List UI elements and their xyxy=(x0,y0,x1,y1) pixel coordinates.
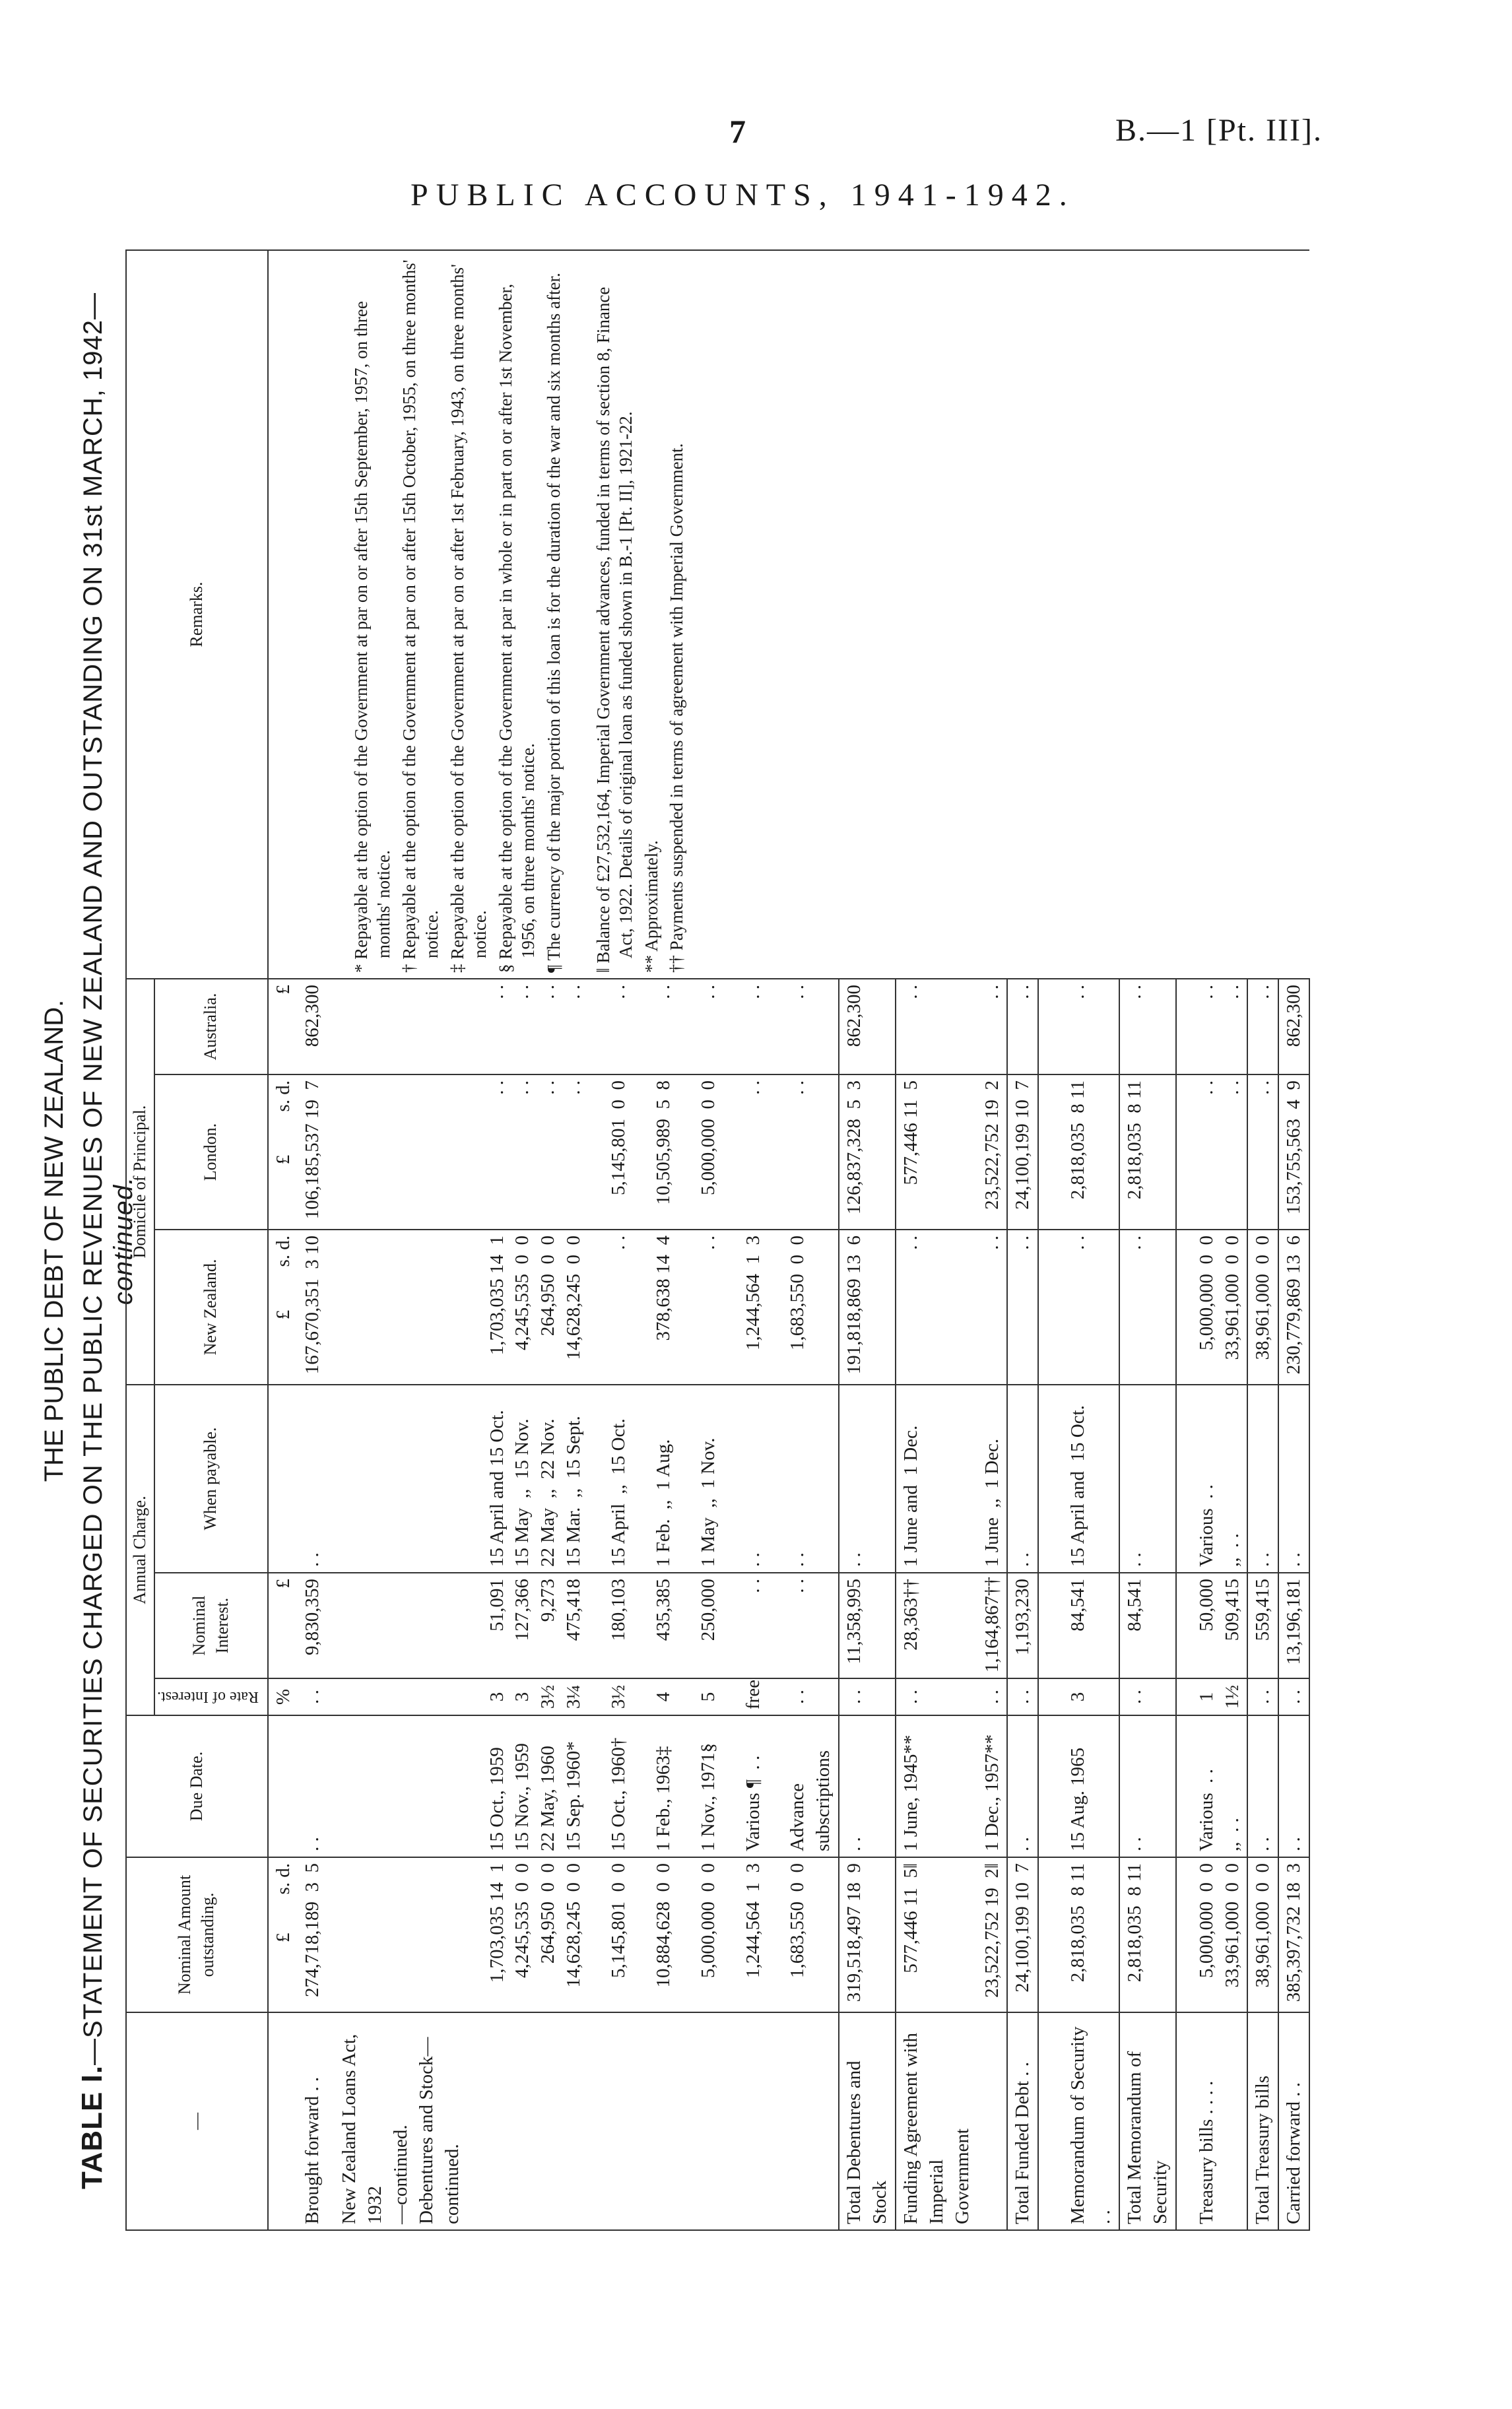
header-description: — xyxy=(126,2012,268,2230)
row-nominal-amount: 577,446 11 5‖ xyxy=(896,1857,977,2012)
row-when-payable: 15 April and 15 Oct. xyxy=(1038,1385,1119,1573)
row-description xyxy=(768,2012,839,2230)
row-new-zealand: . . xyxy=(896,1230,977,1385)
row-london: 24,100,199 10 7 xyxy=(1007,1074,1038,1230)
row-london: 2,818,035 8 11 xyxy=(1038,1074,1119,1230)
row-new-zealand: 1,703,035 14 1 4,245,535 0 0 264,950 0 0 14,628,245 0 0 xyxy=(467,1230,589,1385)
row-when-payable: . . xyxy=(1247,1385,1278,1573)
row-nominal-amount: 1,703,035 14 1 4,245,535 0 0 264,950 0 0 14,628,245 0 0 xyxy=(467,1857,589,2012)
row-new-zealand: 1,683,550 0 0 xyxy=(768,1230,839,1385)
row-due-date: . . xyxy=(1278,1715,1309,1857)
row-rate xyxy=(327,1678,467,1715)
row-when-payable: . . xyxy=(1007,1385,1038,1573)
row-nominal-amount: 1,244,564 1 3 xyxy=(723,1857,768,2012)
row-description: Brought forward . . xyxy=(298,2012,327,2230)
header-london: London. xyxy=(154,1074,268,1230)
row-when-payable: . . xyxy=(839,1385,896,1573)
row-new-zealand: 38,961,000 0 0 xyxy=(1247,1230,1278,1385)
row-due-date: 15 Aug. 1965 xyxy=(1038,1715,1119,1857)
row-nominal-interest: 180,103 xyxy=(589,1573,634,1678)
row-description: Funding Agreement with Imperial Government xyxy=(896,2012,977,2230)
remark-note: ‖ Balance of £27,532,164, Imperial Government advances, funded in terms of section 8, Finance Act, 1922. Details of original loan as funded shown in B.-1 [Pt. II], 1921-22. xyxy=(593,286,636,973)
units-nz: £ s. d. xyxy=(268,1230,298,1385)
header-row-1 xyxy=(126,250,154,2230)
row-london: 5,000,000 0 0 xyxy=(678,1074,723,1230)
row-description: Treasury bills . . . . xyxy=(1176,2012,1248,2230)
row-description: Memorandum of Security . . xyxy=(1038,2012,1119,2230)
table-caption-main: —STATEMENT OF SECURITIES CHARGED ON THE PUBLIC REVENUES OF NEW ZEALAND AND OUTSTANDING ON 31st MARCH, 1942— xyxy=(79,292,108,2065)
row-description xyxy=(467,2012,589,2230)
row-new-zealand: . . xyxy=(1119,1230,1176,1385)
row-when-payable: 15 April ,, 15 Oct. xyxy=(589,1385,634,1573)
row-nominal-interest: 435,385 xyxy=(634,1573,678,1678)
row-description xyxy=(634,2012,678,2230)
table-caption-top: THE PUBLIC DEBT OF NEW ZEALAND. xyxy=(40,999,69,1482)
row-london: . . . . . . . . xyxy=(467,1074,589,1230)
row-london: . . . . xyxy=(1176,1074,1248,1230)
row-when-payable: . . xyxy=(1278,1385,1309,1573)
row-nominal-amount: 319,518,497 18 9 xyxy=(839,1857,896,2012)
row-london: . . xyxy=(768,1074,839,1230)
row-when-payable: . . xyxy=(768,1385,839,1573)
units-due xyxy=(268,1715,298,1857)
row-when-payable: 1 May ,, 1 Nov. xyxy=(678,1385,723,1573)
row-new-zealand: 191,818,869 13 6 xyxy=(839,1230,896,1385)
header-australia: Australia. xyxy=(154,979,268,1074)
units-nominal: £ s. d. xyxy=(268,1857,298,2012)
row-nominal-amount: 24,100,199 10 7 xyxy=(1007,1857,1038,2012)
header-due-date: Due Date. xyxy=(126,1715,268,1857)
table-caption-continued: continued. xyxy=(109,1176,138,1305)
row-rate: free xyxy=(723,1678,768,1715)
row-australia: . . xyxy=(1038,979,1119,1074)
row-due-date: 15 Oct., 1959 15 Nov., 1959 22 May, 1960 15 Sep. 1960* xyxy=(467,1715,589,1857)
row-london: 106,185,537 19 7 xyxy=(298,1074,327,1230)
row-description: Total Debentures and Stock xyxy=(839,2012,896,2230)
row-london: . . xyxy=(723,1074,768,1230)
header-nominal-interest: Nominal Interest. xyxy=(154,1573,268,1678)
remarks-spacer xyxy=(271,256,350,973)
row-nominal-interest: . . xyxy=(723,1573,768,1678)
row-due-date: Advance subscriptions xyxy=(768,1715,839,1857)
row-london: . . xyxy=(1247,1074,1278,1230)
row-due-date xyxy=(327,1715,467,1857)
remarks-column xyxy=(268,250,1310,979)
row-australia: . . xyxy=(896,979,977,1074)
row-due-date: 15 Oct., 1960† xyxy=(589,1715,634,1857)
row-rate: . . xyxy=(1278,1678,1309,1715)
header-remarks: Remarks. xyxy=(126,250,268,979)
row-nominal-amount: 2,818,035 8 11 xyxy=(1119,1857,1176,2012)
row-australia: . . xyxy=(634,979,678,1074)
row-when-payable: . . xyxy=(1119,1385,1176,1573)
row-nominal-amount: 5,000,000 0 0 xyxy=(678,1857,723,2012)
row-rate: . . xyxy=(1119,1678,1176,1715)
row-australia: 862,300 xyxy=(298,979,327,1074)
table-caption-label: TABLE I. xyxy=(76,2064,108,2189)
units-rate: % xyxy=(268,1678,298,1715)
row-rate: . . xyxy=(1007,1678,1038,1715)
row-nominal-amount: 274,718,189 3 5 xyxy=(298,1857,327,2012)
row-new-zealand: 5,000,000 0 0 33,961,000 0 0 xyxy=(1176,1230,1248,1385)
remark-note: † Repayable at the option of the Government at par on or after 15th October, 1955, on three months' notice. xyxy=(399,259,442,973)
header-domicile: Domicile of Principal. xyxy=(126,979,154,1385)
row-australia: . . xyxy=(723,979,768,1074)
row-australia: 862,300 xyxy=(1278,979,1309,1074)
row-new-zealand: . . xyxy=(678,1230,723,1385)
row-nominal-interest: 28,363†† xyxy=(896,1573,977,1678)
row-due-date: . . xyxy=(1119,1715,1176,1857)
header-rate-cell xyxy=(154,1678,268,1715)
row-nominal-interest xyxy=(327,1573,467,1678)
remarks-list xyxy=(350,256,688,973)
row-nominal-amount: 23,522,752 19 2‖ xyxy=(977,1857,1008,2012)
row-when-payable: 1 Feb. ,, 1 Aug. xyxy=(634,1385,678,1573)
row-description: Total Funded Debt . . xyxy=(1007,2012,1038,2230)
units-desc xyxy=(268,2012,298,2230)
units-when xyxy=(268,1385,298,1573)
remark-note: § Repayable at the option of the Government at par in whole or in part on or after 1st November, 1956, on three months' notice. xyxy=(495,283,539,973)
row-description: Total Treasury bills xyxy=(1247,2012,1278,2230)
row-when-payable xyxy=(327,1385,467,1573)
row-australia: . . xyxy=(1119,979,1176,1074)
row-due-date: 1 Feb., 1963‡ xyxy=(634,1715,678,1857)
row-nominal-amount: 385,397,732 18 3 xyxy=(1278,1857,1309,2012)
row-london: 2,818,035 8 11 xyxy=(1119,1074,1176,1230)
row-nominal-amount: 38,961,000 0 0 xyxy=(1247,1857,1278,2012)
row-rate: . . xyxy=(768,1678,839,1715)
row-nominal-interest: 84,541 xyxy=(1119,1573,1176,1678)
row-description: Total Memorandum of Security xyxy=(1119,2012,1176,2230)
row-australia: 862,300 xyxy=(839,979,896,1074)
row-nominal-interest: 13,196,181 xyxy=(1278,1573,1309,1678)
row-nominal-interest: . . xyxy=(768,1573,839,1678)
row-new-zealand: . . xyxy=(1007,1230,1038,1385)
row-due-date: 1 Dec., 1957** xyxy=(977,1715,1008,1857)
units-australia: £ xyxy=(268,979,298,1074)
row-rate: 1 1½ xyxy=(1176,1678,1248,1715)
header-rate: Rate of Interest. xyxy=(156,1688,259,1706)
row-when-payable: Various . . ,, . . xyxy=(1176,1385,1248,1573)
row-nominal-interest: 9,830,359 xyxy=(298,1573,327,1678)
row-london: 23,522,752 19 2 xyxy=(977,1074,1008,1230)
row-when-payable: 15 April and 15 Oct. 15 May ,, 15 Nov. 22 May ,, 22 Nov. 15 Mar. ,, 15 Sept. xyxy=(467,1385,589,1573)
row-nominal-amount: 5,145,801 0 0 xyxy=(589,1857,634,2012)
row-due-date: Various . . ,, . . xyxy=(1176,1715,1248,1857)
row-nominal-interest: 50,000 509,415 xyxy=(1176,1573,1248,1678)
row-rate: . . xyxy=(1247,1678,1278,1715)
remark-note: †† Payments suspended in terms of agreement with Imperial Government. xyxy=(667,443,687,973)
row-new-zealand: 230,779,869 13 6 xyxy=(1278,1230,1309,1385)
row-nominal-interest: 559,415 xyxy=(1247,1573,1278,1678)
row-rate: . . xyxy=(977,1678,1008,1715)
rotated-table-page xyxy=(40,251,1465,2231)
row-london: 153,755,563 4 9 xyxy=(1278,1074,1309,1230)
row-rate: . . xyxy=(298,1678,327,1715)
row-australia: . . . . . . . . xyxy=(467,979,589,1074)
units-interest: £ xyxy=(268,1573,298,1678)
row-when-payable: 1 June ,, 1 Dec. xyxy=(977,1385,1008,1573)
row-when-payable: . . xyxy=(298,1385,327,1573)
page-title: PUBLIC ACCOUNTS, 1941-1942. xyxy=(411,178,1075,213)
row-due-date: . . xyxy=(1247,1715,1278,1857)
remark-note: ** Approximately. xyxy=(641,840,661,973)
row-australia: . . xyxy=(977,979,1008,1074)
row-nominal-amount: 10,884,628 0 0 xyxy=(634,1857,678,2012)
remark-note: ‡ Repayable at the option of the Government at par on or after 1st February, 1943, on three months' notice. xyxy=(447,264,490,973)
header-new-zealand: New Zealand. xyxy=(154,1230,268,1385)
row-description xyxy=(723,2012,768,2230)
row-description: Carried forward . . xyxy=(1278,2012,1309,2230)
row-description xyxy=(977,2012,1008,2230)
page-number: 7 xyxy=(729,113,746,150)
row-australia xyxy=(327,979,467,1074)
table-body xyxy=(268,250,1310,2230)
row-london: 5,145,801 0 0 xyxy=(589,1074,634,1230)
row-nominal-interest: 1,193,230 xyxy=(1007,1573,1038,1678)
header-nominal-amount: Nominal Amount outstanding. xyxy=(126,1857,268,2012)
units-row xyxy=(268,250,298,2230)
row-australia: . . xyxy=(678,979,723,1074)
row-london xyxy=(327,1074,467,1230)
row-description: New Zealand Loans Act, 1932 —continued. Debentures and Stock—continued. xyxy=(327,2012,467,2230)
row-rate: 3½ xyxy=(589,1678,634,1715)
document-reference: B.—1 [Pt. III]. xyxy=(1115,113,1323,148)
row-nominal-interest: 250,000 xyxy=(678,1573,723,1678)
row-nominal-amount: 5,000,000 0 0 33,961,000 0 0 xyxy=(1176,1857,1248,2012)
row-australia: . . xyxy=(1247,979,1278,1074)
row-new-zealand: . . xyxy=(589,1230,634,1385)
row-nominal-amount xyxy=(327,1857,467,2012)
row-description xyxy=(678,2012,723,2230)
row-rate: 3 xyxy=(1038,1678,1119,1715)
row-london: 10,505,989 5 8 xyxy=(634,1074,678,1230)
row-new-zealand: 1,244,564 1 3 xyxy=(723,1230,768,1385)
row-australia: . . xyxy=(768,979,839,1074)
row-australia: . . xyxy=(589,979,634,1074)
row-nominal-interest: 51,091 127,366 9,273 475,418 xyxy=(467,1573,589,1678)
row-australia: . . xyxy=(1007,979,1038,1074)
row-new-zealand: . . xyxy=(1038,1230,1119,1385)
securities-table xyxy=(125,249,1310,2231)
row-nominal-interest: 1,164,867†† xyxy=(977,1573,1008,1678)
row-australia: . . . . xyxy=(1176,979,1248,1074)
row-due-date: . . xyxy=(1007,1715,1038,1857)
row-when-payable: . . xyxy=(723,1385,768,1573)
row-new-zealand: 378,638 14 4 xyxy=(634,1230,678,1385)
header-annual-charge: Annual Charge. xyxy=(126,1385,154,1715)
row-rate: . . xyxy=(839,1678,896,1715)
row-due-date: . . xyxy=(839,1715,896,1857)
remark-note: * Repayable at the option of the Government at par on or after 15th September, 1957, on three months' notice. xyxy=(350,301,394,973)
row-london: 577,446 11 5 xyxy=(896,1074,977,1230)
header-when-payable: When payable. xyxy=(154,1385,268,1573)
row-due-date: . . xyxy=(298,1715,327,1857)
row-new-zealand: 167,670,351 3 10 xyxy=(298,1230,327,1385)
units-london: £ s. d. xyxy=(268,1074,298,1230)
row-due-date: Various ¶ . . xyxy=(723,1715,768,1857)
row-rate: 4 xyxy=(634,1678,678,1715)
row-new-zealand xyxy=(327,1230,467,1385)
row-nominal-amount: 2,818,035 8 11 xyxy=(1038,1857,1119,2012)
row-nominal-amount: 1,683,550 0 0 xyxy=(768,1857,839,2012)
row-due-date: 1 June, 1945** xyxy=(896,1715,977,1857)
row-london: 126,837,328 5 3 xyxy=(839,1074,896,1230)
row-rate: . . xyxy=(896,1678,977,1715)
row-new-zealand: . . xyxy=(977,1230,1008,1385)
row-rate: 5 xyxy=(678,1678,723,1715)
row-description xyxy=(589,2012,634,2230)
row-rate: 3 3 3½ 3¼ xyxy=(467,1678,589,1715)
row-due-date: 1 Nov., 1971§ xyxy=(678,1715,723,1857)
row-when-payable: 1 June and 1 Dec. xyxy=(896,1385,977,1573)
remark-note: ¶ The currency of the major portion of this loan is for the duration of the war and six months after. xyxy=(543,273,564,973)
row-nominal-interest: 84,541 xyxy=(1038,1573,1119,1678)
row-nominal-interest: 11,358,995 xyxy=(839,1573,896,1678)
